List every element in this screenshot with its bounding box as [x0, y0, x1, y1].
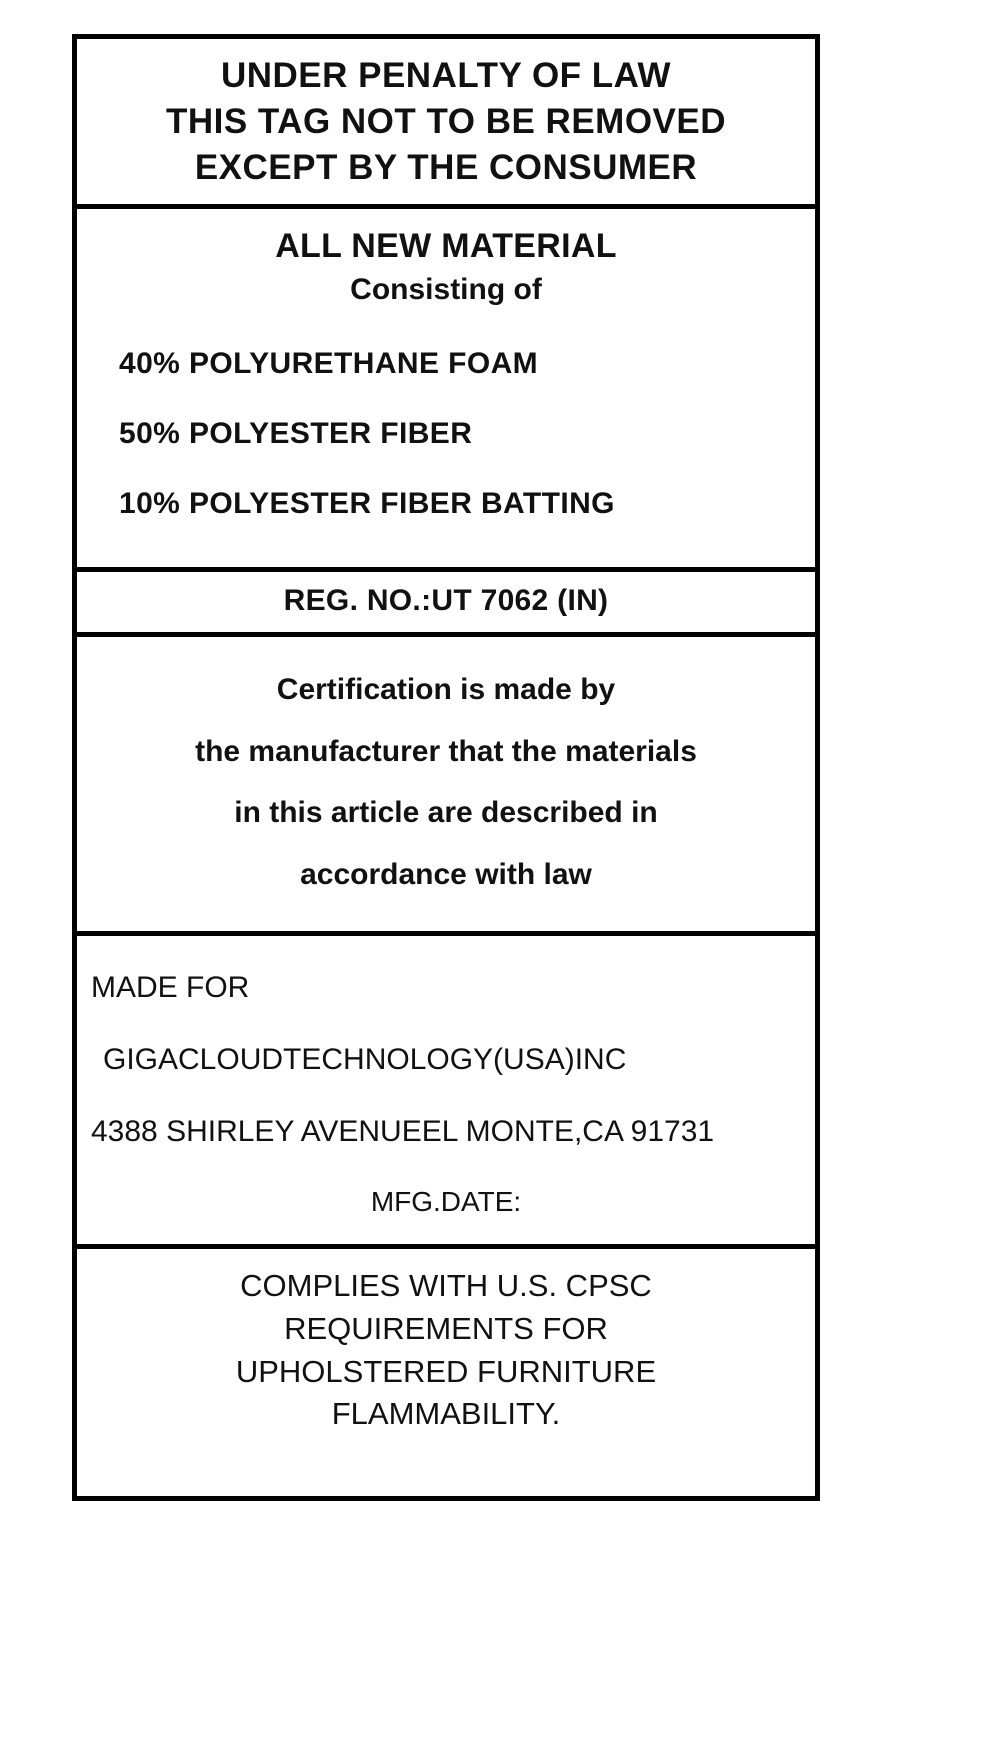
law-label-tag — [72, 34, 820, 1501]
compliance-section — [77, 1249, 815, 1496]
material-item: 50% POLYESTER FIBER — [119, 417, 473, 451]
mfg-date-label: MFG.DATE: — [370, 1186, 522, 1218]
penalty-notice-line-2: THIS TAG NOT TO BE REMOVED — [165, 102, 727, 142]
compliance-line-3: UPHOLSTERED FURNITURE — [235, 1353, 657, 1389]
certification-line-3: in this article are described in — [234, 796, 658, 830]
registration-number: REG. NO.:UT 7062 (IN) — [283, 584, 609, 618]
made-for-section — [77, 936, 815, 1249]
material-item: 10% POLYESTER FIBER BATTING — [119, 487, 615, 521]
certification-section — [77, 637, 815, 936]
penalty-notice-line-3: EXCEPT BY THE CONSUMER — [194, 148, 698, 188]
materials-subline: Consisting of — [350, 273, 542, 307]
made-for-address: 4388 SHIRLEY AVENUEEL MONTE,CA 91731 — [91, 1115, 715, 1149]
compliance-line-4: FLAMMABILITY. — [331, 1396, 561, 1432]
compliance-line-2: REQUIREMENTS FOR — [284, 1310, 608, 1346]
certification-line-2: the manufacturer that the materials — [195, 734, 697, 768]
materials-section — [77, 209, 815, 573]
certification-line-1: Certification is made by — [276, 673, 616, 707]
registration-section — [77, 572, 815, 637]
penalty-notice-section — [77, 39, 815, 209]
certification-line-4: accordance with law — [300, 857, 592, 891]
material-item: 40% POLYURETHANE FOAM — [119, 347, 539, 381]
made-for-company: GIGACLOUDTECHNOLOGY(USA)INC — [103, 1043, 627, 1077]
penalty-notice-line-1: UNDER PENALTY OF LAW — [220, 56, 672, 95]
materials-headline: ALL NEW MATERIAL — [275, 226, 617, 265]
materials-list — [87, 347, 805, 521]
made-for-heading: MADE FOR — [91, 971, 250, 1005]
compliance-line-1: COMPLIES WITH U.S. CPSC — [240, 1268, 652, 1304]
